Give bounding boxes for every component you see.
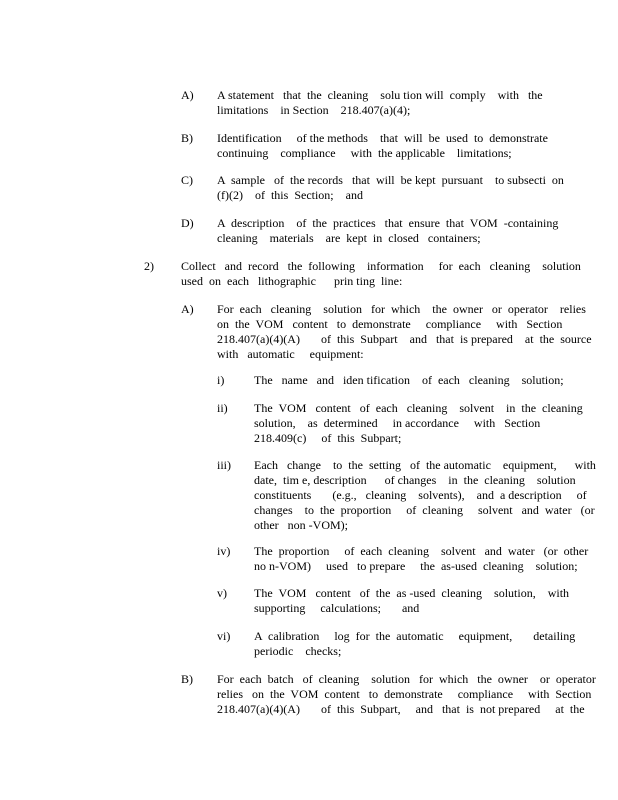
text-line: The name and iden tification of each cleaning solution; (254, 373, 564, 387)
item-label: i) (217, 373, 225, 387)
item-label: B) (181, 131, 193, 145)
text-line: 218.407(a)(4)(A) of this Subpart, and that is not prepared at the (217, 702, 585, 716)
item-text (181, 259, 581, 289)
item-label: ii) (217, 401, 228, 415)
text-line: For each cleaning solution for which the owner or operator relies (217, 302, 586, 316)
text-line: on the VOM content to demonstrate compliance with Section (217, 317, 563, 331)
text-line: constituents (e.g., cleaning solvents), and a description of (254, 488, 587, 502)
text-line: Collect and record the following information for each cleaning solution (181, 259, 581, 273)
text-line: solution, as determined in accordance with Section (254, 416, 541, 430)
text-line: A statement that the cleaning solu tion will comply with the (217, 88, 543, 102)
item-text (217, 672, 596, 717)
text-line: A sample of the records that will be kept pursuant to subsecti on (217, 173, 564, 187)
text-line: The proportion of each cleaning solvent and water (or other (254, 544, 589, 558)
text-line: The VOM content of each cleaning solvent in the cleaning (254, 401, 583, 415)
text-line: (f)(2) of this Section; and (217, 188, 363, 202)
text-line: 218.409(c) of this Subpart; (254, 431, 402, 445)
item-text (254, 586, 569, 616)
text-line: supporting calculations; and (254, 601, 420, 615)
item-label: 2) (144, 259, 154, 273)
item-text (217, 173, 564, 203)
item-text (254, 401, 583, 446)
item-label: A) (181, 88, 194, 102)
item-label: C) (181, 173, 193, 187)
text-line: other non -VOM); (254, 518, 348, 532)
item-text (217, 131, 548, 161)
text-line: The VOM content of the as -used cleaning solution, with (254, 586, 570, 600)
item-label: iv) (217, 544, 231, 558)
text-line: relies on the VOM content to demonstrate compliance with Section (217, 687, 592, 701)
text-line: Identification of the methods that will be used to demonstrate (217, 131, 548, 145)
item-label: A) (181, 302, 194, 316)
item-label: B) (181, 672, 193, 686)
text-line: periodic checks; (254, 644, 342, 658)
item-text (254, 629, 575, 659)
text-line: limitations in Section 218.407(a)(4); (217, 103, 411, 117)
item-label: vi) (217, 629, 231, 643)
text-line: cleaning materials are kept in closed containers; (217, 231, 481, 245)
item-label: v) (217, 586, 227, 600)
item-text (217, 216, 558, 246)
text-line: A calibration log for the automatic equipment, detailing (254, 629, 576, 643)
text-line: changes to the proportion of cleaning solvent and water (or (254, 503, 595, 517)
item-text (217, 88, 543, 118)
text-line: date, tim e, description of changes in the cleaning solution (254, 473, 576, 487)
text-line: continuing compliance with the applicable limitations; (217, 146, 512, 160)
item-text (217, 302, 592, 362)
text-line: For each batch of cleaning solution for which the owner or operator (217, 672, 596, 686)
text-line: Each change to the setting of the automatic equipment, with (254, 458, 596, 472)
item-text (254, 458, 596, 533)
text-line: with automatic equipment: (217, 347, 364, 361)
text-line: no n-VOM) used to prepare the as-used cleaning solution; (254, 559, 578, 573)
text-line: 218.407(a)(4)(A) of this Subpart and that is prepared at the source (217, 332, 592, 346)
text-line: used on each lithographic prin ting line: (181, 274, 403, 288)
item-text (254, 373, 564, 388)
item-label: iii) (217, 458, 231, 472)
item-text (254, 544, 588, 574)
text-line: A description of the practices that ensure that VOM -containing (217, 216, 559, 230)
item-label: D) (181, 216, 194, 230)
